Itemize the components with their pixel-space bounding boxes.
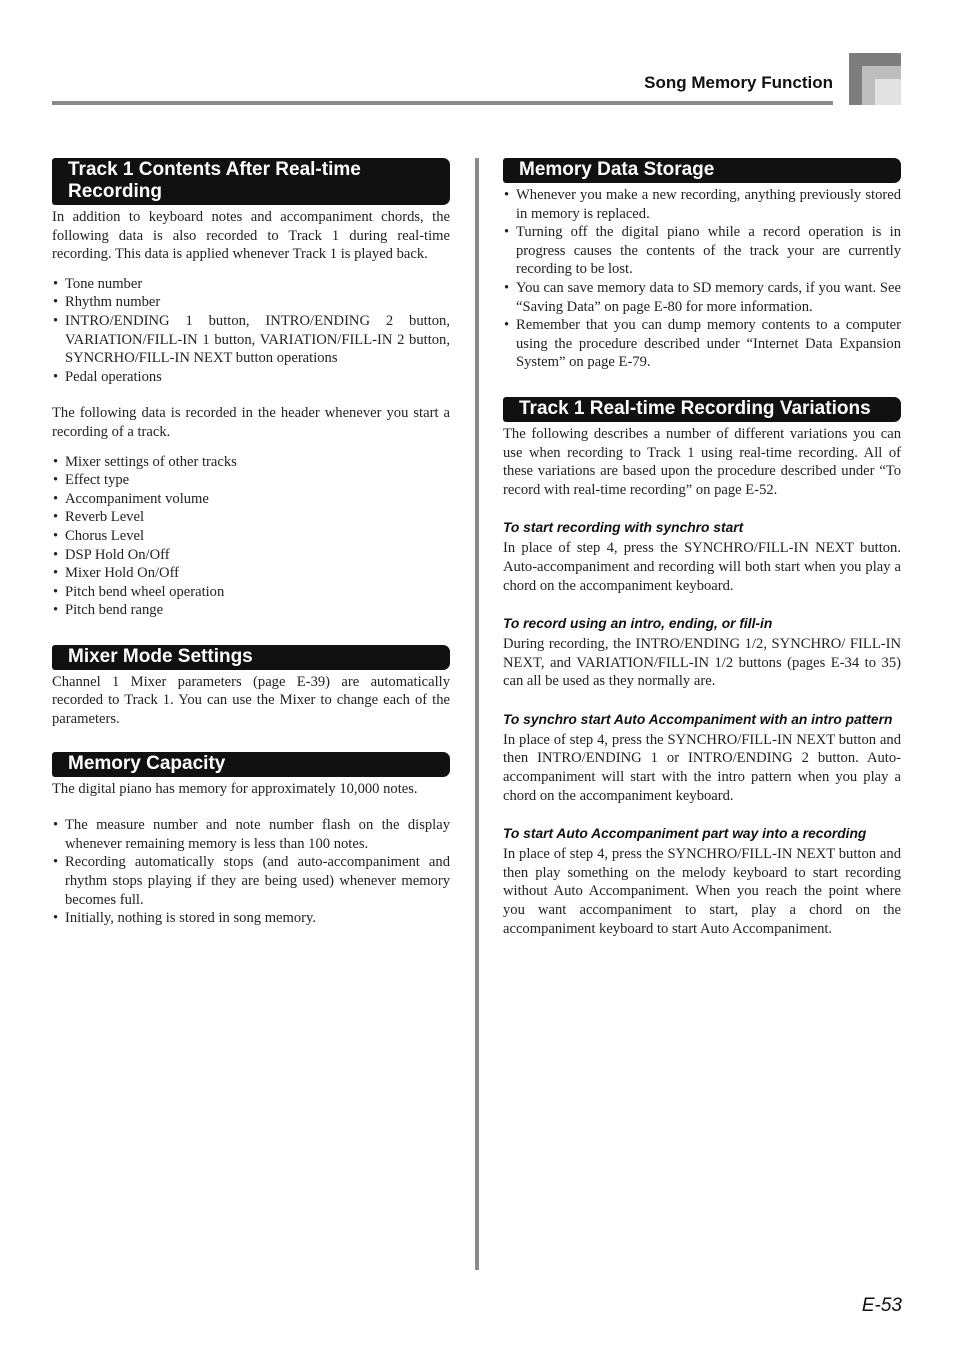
list-item: • Recording automatically stops (and auto-accompaniment and rhythm stops playing if they are being used) whenever memory becomes full. — [52, 853, 450, 909]
memory-capacity-list — [52, 816, 450, 928]
list-item: • Mixer settings of other tracks — [52, 453, 450, 472]
list-item: • Reverb Level — [52, 508, 450, 527]
right-column — [503, 158, 901, 938]
section-heading-mixer-mode: Mixer Mode Settings — [52, 645, 450, 670]
running-header: Song Memory Function — [644, 73, 833, 92]
subheading-synchro-start: To start recording with synchro start — [503, 520, 744, 536]
subheading-accompaniment-part-way: To start Auto Accompaniment part way into a recording — [503, 826, 867, 842]
synchro-intro-pattern-body: In place of step 4, press the SYNCHRO/FILL-IN NEXT button and then INTRO/ENDING 1 or INTRO/ENDING 2 button. Auto-accompaniment will start with the intro pattern when you play a chord on the accompaniment keyboard. — [503, 731, 901, 804]
synchro-start-body: In place of step 4, press the SYNCHRO/FILL-IN NEXT button. Auto-accompaniment and recording will both start when you play a chord on the accompaniment keyboard. — [503, 540, 901, 594]
list-item: • Effect type — [52, 471, 450, 490]
header-data-list — [52, 453, 450, 620]
list-item: • DSP Hold On/Off — [52, 546, 450, 565]
page-number: E-53 — [861, 1295, 902, 1316]
list-item: • Initially, nothing is stored in song memory. — [52, 909, 450, 928]
list-item: • Mixer Hold On/Off — [52, 564, 450, 583]
header-rule — [52, 101, 833, 105]
list-item: • Pitch bend range — [52, 601, 450, 620]
accompaniment-part-way-body: In place of step 4, press the SYNCHRO/FILL-IN NEXT button and then play something on the melody keyboard to start recording without Auto Accompaniment. When you reach the point where you want accompaniment to start, play a chord on the accompaniment keyboard to start Auto Accompaniment. — [503, 846, 901, 937]
list-item: • Pedal operations — [52, 368, 450, 387]
section-heading-recording-variations: Track 1 Real-time Recording Variations — [503, 397, 901, 422]
track1-recorded-data-list — [52, 275, 450, 387]
list-item: • Whenever you make a new recording, anything previously stored in memory is replaced. — [503, 186, 901, 223]
list-item: • Pitch bend wheel operation — [52, 583, 450, 602]
section-heading-memory-data-storage: Memory Data Storage — [503, 158, 901, 183]
intro-ending-fillin-body: During recording, the INTRO/ENDING 1/2, SYNCHRO/ FILL-IN NEXT, and VARIATION/FILL-IN 1/2 buttons (pages E-34 to 35) can all be used as they normally are. — [503, 636, 901, 690]
list-item: • Tone number — [52, 275, 450, 294]
list-item: • Rhythm number — [52, 293, 450, 312]
mixer-mode-body: Channel 1 Mixer parameters (page E-39) are automatically recorded to Track 1. You can use the Mixer to change each of the parameters. — [52, 673, 450, 728]
list-item: • You can save memory data to SD memory cards, if you want. See “Saving Data” on page E-80 for more information. — [503, 279, 901, 316]
recording-variations-intro: The following describes a number of different variations you can use when recording to Track 1 using real-time recording. All of these variations are based upon the procedure described under “To record with real-time recording” on page E-52. — [503, 425, 901, 498]
section-heading-track1-contents: Track 1 Contents After Real-time Recording — [52, 158, 450, 205]
section-heading-memory-capacity: Memory Capacity — [52, 752, 450, 777]
subheading-synchro-intro-pattern: To synchro start Auto Accompaniment with an intro pattern — [503, 711, 893, 727]
header-data-intro: The following data is recorded in the header whenever you start a recording of a track. — [52, 405, 450, 440]
list-item: • The measure number and note number flash on the display whenever remaining memory is less than 100 notes. — [52, 816, 450, 853]
list-item: • Turning off the digital piano while a record operation is in progress causes the contents of the track your are currently recording to be lost. — [503, 223, 901, 279]
corner-tab-graphic — [849, 53, 901, 105]
track1-contents-intro: In addition to keyboard notes and accompaniment chords, the following data is also recorded to Track 1 during real-time recording. This data is applied whenever Track 1 is played back. — [52, 209, 450, 263]
column-divider — [475, 158, 479, 1270]
memory-capacity-body: The digital piano has memory for approximately 10,000 notes. — [52, 780, 418, 797]
memory-data-storage-list — [503, 186, 901, 372]
subheading-intro-ending-fillin: To record using an intro, ending, or fill-in — [503, 616, 773, 632]
list-item: • Remember that you can dump memory contents to a computer using the procedure described under “Internet Data Expansion System” on page E-79. — [503, 316, 901, 372]
list-item: • INTRO/ENDING 1 button, INTRO/ENDING 2 button, VARIATION/FILL-IN 1 button, VARIATION/FILL-IN 2 button, SYNCRHO/FILL-IN NEXT button operations — [52, 312, 450, 368]
left-column — [52, 158, 450, 928]
list-item: • Chorus Level — [52, 527, 450, 546]
list-item: • Accompaniment volume — [52, 490, 450, 509]
